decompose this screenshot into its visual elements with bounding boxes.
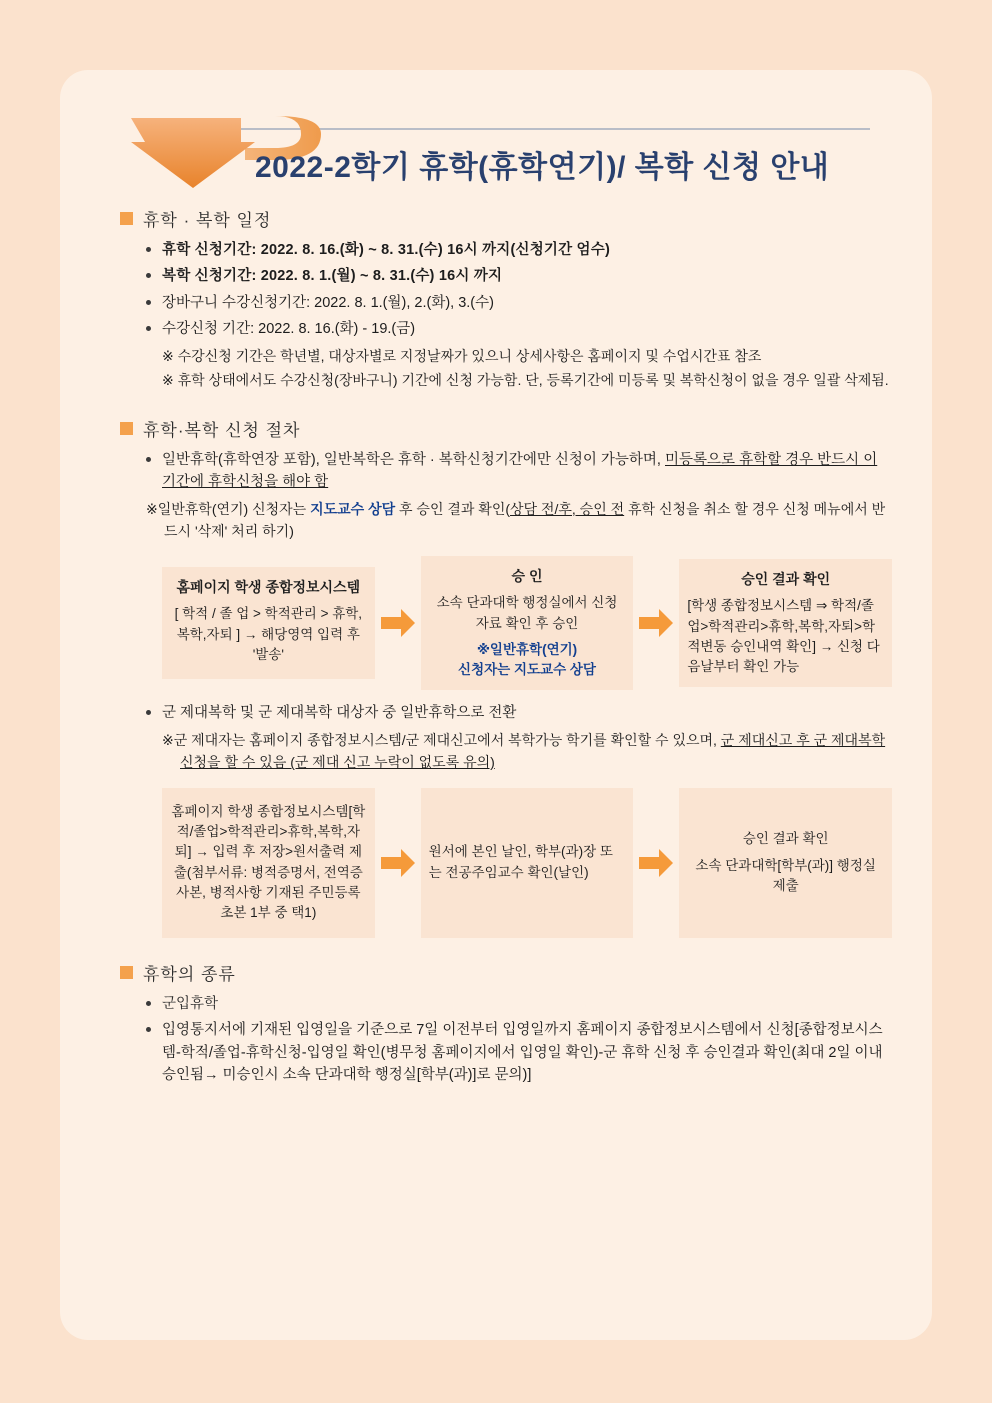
- flow-box-1: [162, 567, 375, 679]
- document-page: [60, 70, 932, 1340]
- schedule-note-1-text: ※ 수강신청 기간은 학년별, 대상자별로 지정날짜가 있으니 상세사항은 홈페이지 및 수업시간표 참조: [162, 347, 762, 364]
- section-heading-label: 휴학의 종류: [143, 964, 236, 984]
- flow-box-3-title: 승인 결과 확인: [741, 571, 831, 588]
- flow-arrow-icon: [375, 849, 421, 877]
- flow-box-2-body: 소속 단과대학 행정실에서 신청 자료 확인 후 승인: [436, 595, 618, 631]
- mil-flow-box-2-body: 원서에 본인 날인, 학부(과)장 또는 전공주임교수 확인(날인): [428, 844, 613, 880]
- mil-flow-box-3-body2: 소속 단과대학[학부(과)] 행정실 제출: [695, 857, 876, 893]
- flow-box-1-title: 홈페이지 학생 종합정보시스템: [176, 579, 361, 596]
- note-part-d: 상담 전/후, 승인 전: [510, 500, 625, 517]
- flow-box-3-body: [학생 종합정보시스템 ⇒ 학적/졸업>학적관리>휴학,복학,자퇴>학적변동 승인내역 확인] → 신청 다음날부터 확인 가능: [687, 598, 880, 675]
- note2-part-b: 군 제대신고 후 군 제대복학신청을 할 수 있음 (군 제대 신고 누락이 없도록 유의): [180, 731, 886, 771]
- section-heading-label: 휴학·복학 신청 절차: [143, 420, 301, 440]
- flow-arrow-icon: [633, 849, 679, 877]
- types-list: [146, 993, 892, 1087]
- flow-box-2: [421, 556, 634, 690]
- procedure-note-2: [162, 729, 892, 774]
- flow-box-2-emph1: ※일반휴학(연기): [476, 641, 578, 657]
- bullet-square-icon: [120, 966, 133, 979]
- flow-arrow-icon: [633, 609, 679, 637]
- list-item: 장바구니 수강신청기간: 2022. 8. 1.(월), 2.(화), 3.(수): [146, 292, 892, 314]
- section-heading-label: 휴학 · 복학 일정: [143, 211, 272, 230]
- section-heading-procedure: [120, 416, 892, 441]
- military-list: [146, 702, 892, 724]
- procedure-text-b: 미등록으로 휴학할 경우 반드시 이 기간에 휴학신청을 해야 함: [162, 451, 878, 491]
- section-heading-types: [120, 960, 892, 985]
- mil-flow-box-3: [679, 788, 892, 938]
- list-item: 복학 신청기간: 2022. 8. 1.(월) ~ 8. 31.(수) 16시 까지: [146, 265, 892, 287]
- document-header: [60, 70, 932, 190]
- schedule-note-1: [162, 345, 892, 367]
- mil-flow-box-3-body: 승인 결과 확인: [742, 831, 829, 847]
- list-item: 군입휴학: [146, 993, 892, 1015]
- flow-box-3: [679, 559, 892, 687]
- flow-diagram-military: [162, 788, 892, 938]
- list-item: 입영통지서에 기재된 입영일을 기준으로 7일 이전부터 입영일까지 홈페이지 종합정보시스템에서 신청[종합정보시스템-학적/졸업-휴학신청-입영일 확인(병무청 홈페이지에서 입영일 확인)-군 휴학 신청 후 승인결과 확인(최대 2일 이내 승인됨→ 미승인시 소속 단과대학 행정실[학부(과)]로 문의)]: [146, 1019, 892, 1086]
- flow-box-1-body: [ 학적 / 졸 업 > 학적관리 > 휴학,복학,자퇴 ] → 해당영역 입력 후 '발송': [174, 606, 363, 662]
- mil-flow-box-2: [421, 788, 634, 938]
- document-body: [60, 206, 932, 1087]
- procedure-note-1: [146, 498, 892, 543]
- schedule-note-2-text: ※ 휴학 상태에서도 수강신청(장바구니) 기간에 신청 가능함. 단, 등록기간에 미등록 및 복학신청이 없을 경우 일괄 삭제됨.: [162, 372, 889, 389]
- note-part-b: 지도교수 상담: [310, 500, 396, 517]
- procedure-list: [146, 449, 892, 494]
- bullet-square-icon: [120, 212, 133, 225]
- mil-flow-box-1-body: 홈페이지 학생 종합정보시스템[학적/졸업>학적관리>휴학,복학,자퇴] → 입력 후 저장>원서출력 제출(첨부서류: 병적증명서, 전역증 사본, 병적사항 기재된 주민등록초본 1부 중 택1): [171, 803, 366, 921]
- note2-part-a: ※군 제대자는 홈페이지 종합정보시스템/군 제대신고에서 복학가능 학기를 확인할 수 있으며,: [162, 731, 721, 748]
- page-title: 2022-2학기 휴학(휴학연기)/ 복학 신청 안내: [255, 151, 830, 184]
- list-item: [146, 449, 892, 494]
- note-part-a: ※일반휴학(연기) 신청자는: [146, 500, 311, 517]
- bullet-square-icon: [120, 422, 133, 435]
- note-part-e: 휴학 신청을 취소 할 경우 신청 메뉴에서 반드시 '삭제' 처리 하기): [164, 500, 886, 539]
- flow-arrow-icon: [375, 609, 421, 637]
- flow-diagram-general: [162, 556, 892, 690]
- mil-flow-box-1: [162, 788, 375, 938]
- procedure-text-a: 일반휴학(휴학연장 포함), 일반복학은 휴학 · 복학신청기간에만 신청이 가능하며,: [162, 451, 665, 468]
- flow-box-2-emph2: 신청자는 지도교수 상담: [458, 662, 596, 678]
- schedule-list: [146, 239, 892, 341]
- section-heading-schedule: [120, 206, 892, 231]
- note-part-c: 후 승인 결과 확인(: [395, 500, 511, 517]
- list-item: 군 제대복학 및 군 제대복학 대상자 중 일반휴학으로 전환: [146, 702, 892, 724]
- list-item: 휴학 신청기간: 2022. 8. 16.(화) ~ 8. 31.(수) 16시 까지(신청기간 엄수): [146, 239, 892, 261]
- schedule-note-2: [162, 369, 892, 391]
- list-item: 수강신청 기간: 2022. 8. 16.(화) - 19.(금): [146, 318, 892, 340]
- flow-box-2-title: 승 인: [511, 568, 543, 585]
